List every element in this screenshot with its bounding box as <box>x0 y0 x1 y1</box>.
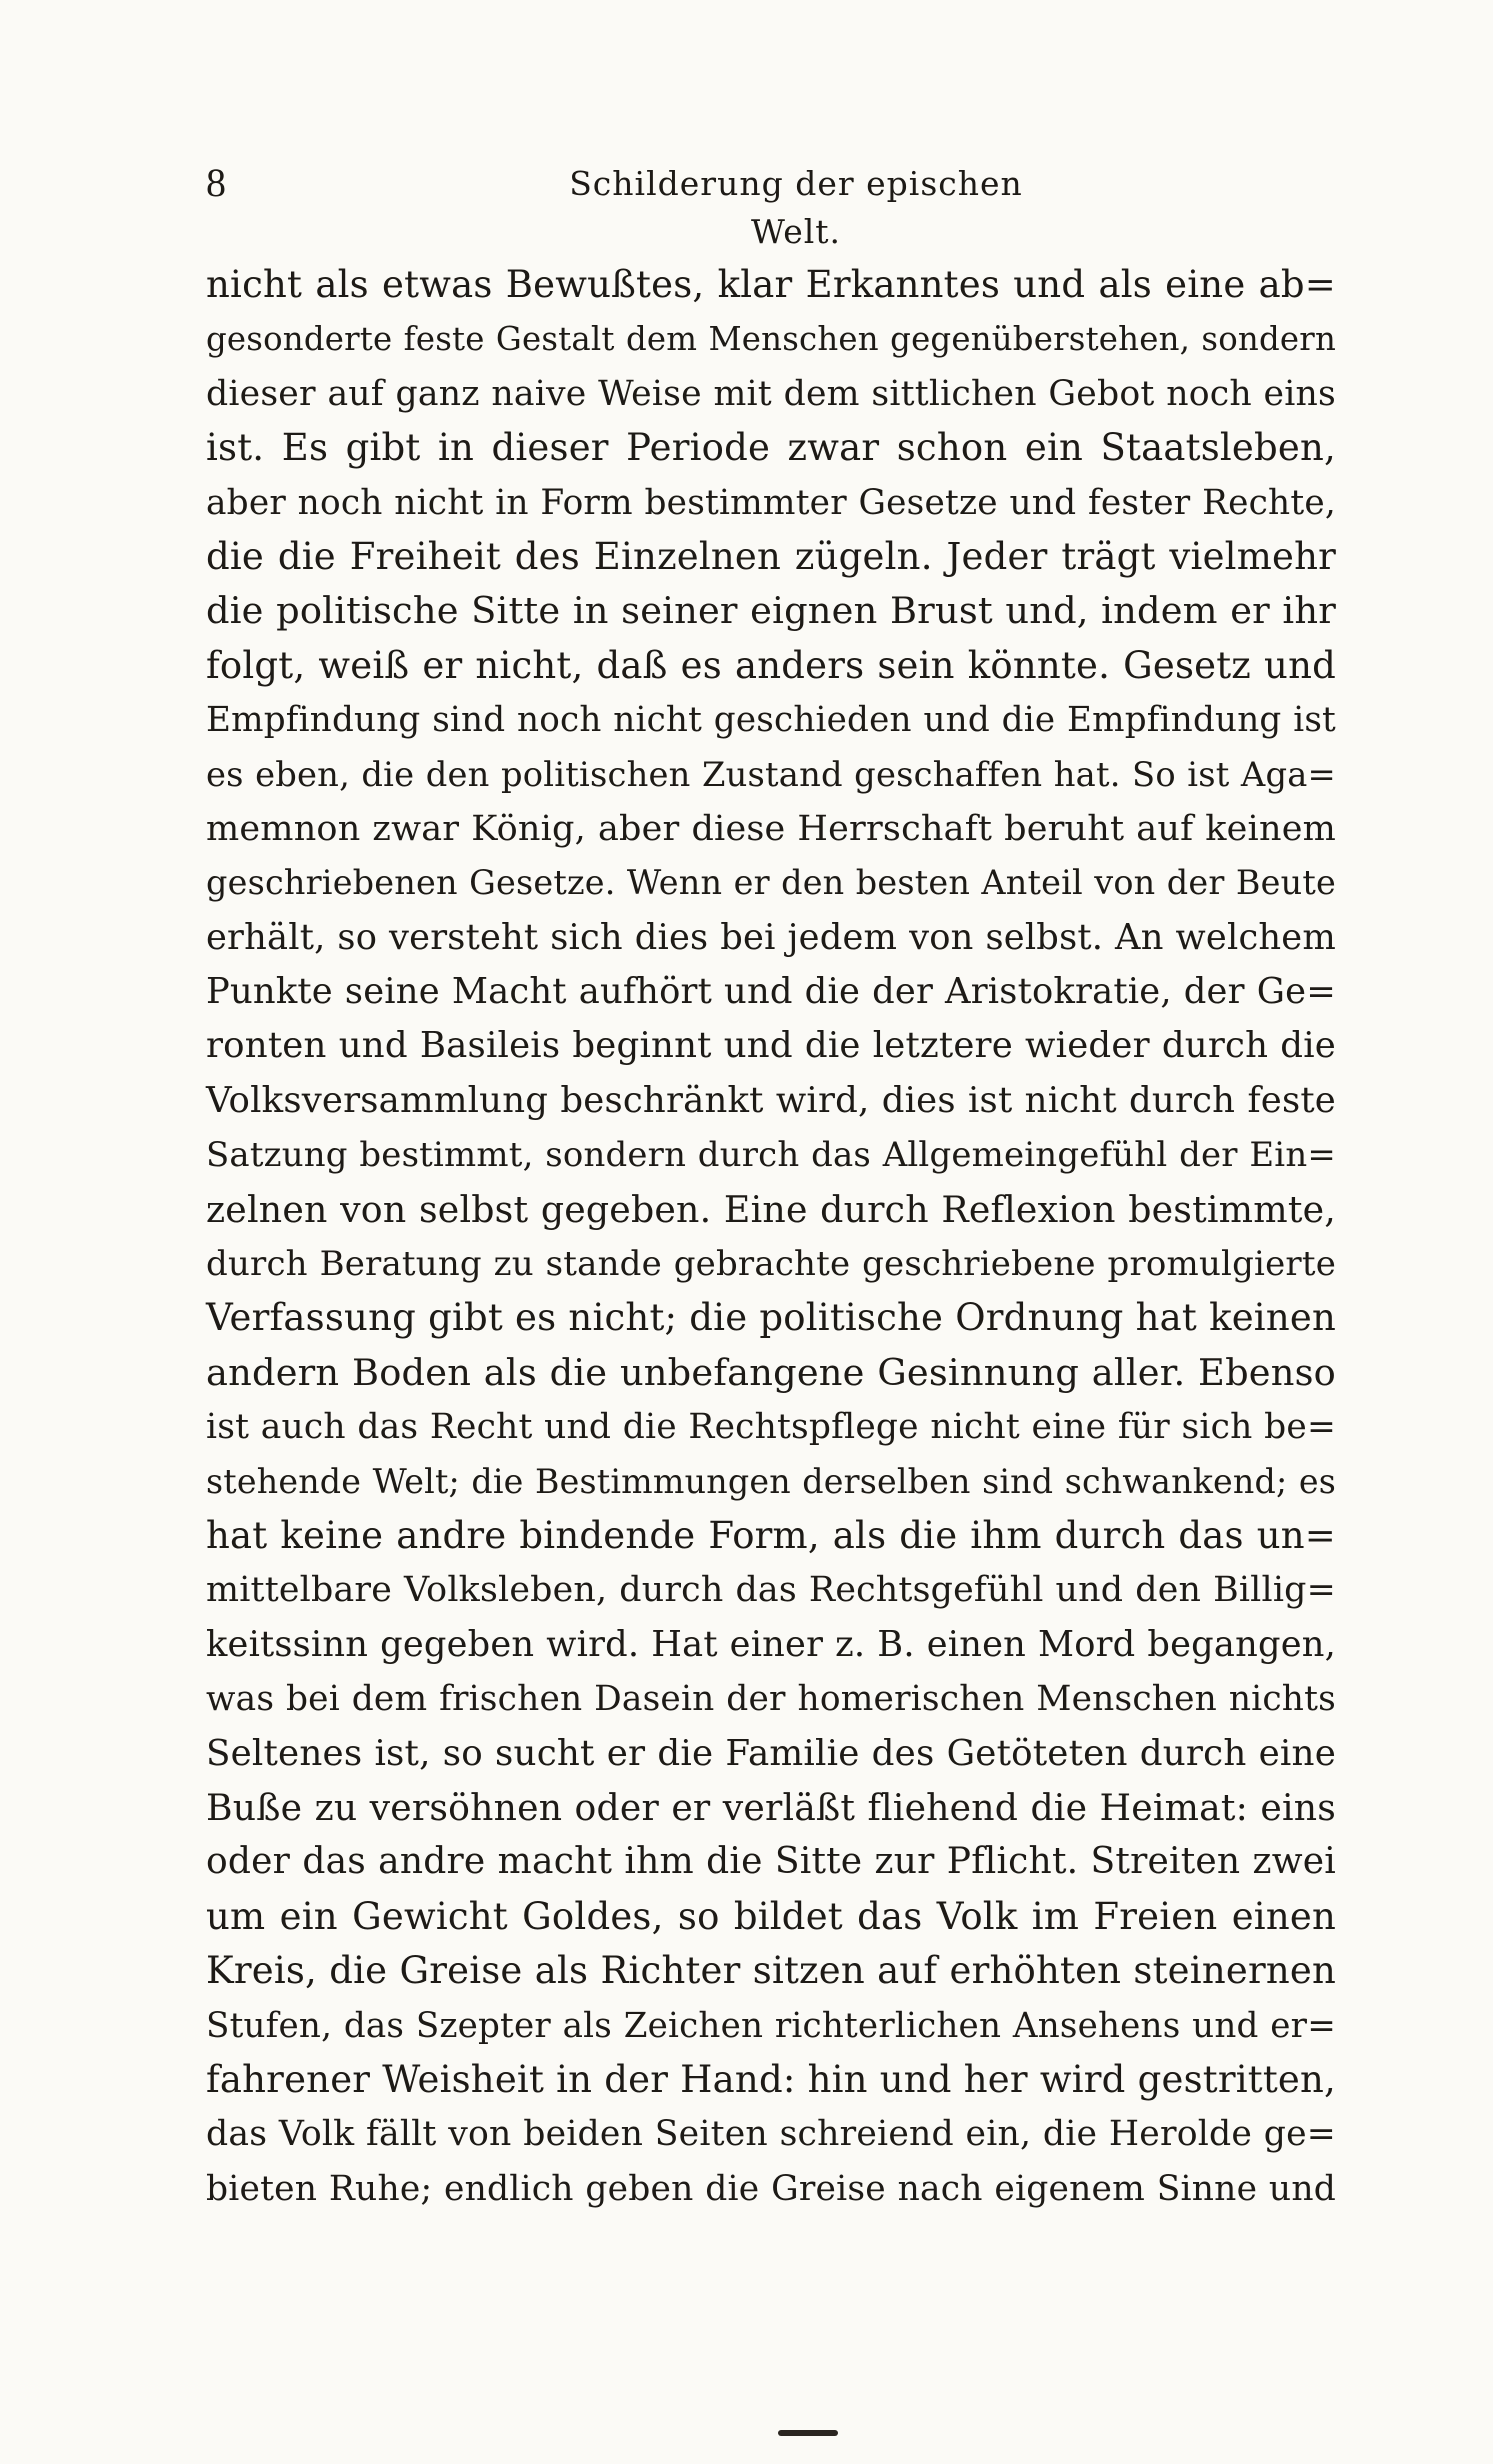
text-line: ist auch das Recht und die Rechtspflege nicht eine für sich be= <box>206 1407 1336 1448</box>
text-line: hat keine andre bindende Form, als die ihm durch das un= <box>206 1513 1336 1557</box>
text-line: geschriebenen Gesetze. Wenn er den besten Anteil von der Beute <box>206 863 1336 903</box>
footer-ornament <box>778 2430 838 2436</box>
text-line: was bei dem frischen Dasein der homerischen Menschen nichts <box>206 1679 1336 1720</box>
text-line: fahrener Weisheit in der Hand: hin und her wird gestritten, <box>206 2057 1336 2101</box>
text-line: Volksversammlung beschränkt wird, dies ist nicht durch feste <box>206 1079 1336 1121</box>
text-line: keitssinn gegeben wird. Hat einer z. B. einen Mord begangen, <box>206 1623 1336 1665</box>
text-line: gesonderte feste Gestalt dem Menschen gegenüberstehen, sondern <box>206 320 1336 359</box>
text-line: erhält, so versteht sich dies bei jedem von selbst. An welchem <box>206 916 1336 958</box>
text-line: mittelbare Volksleben, durch das Rechtsgefühl und den Billig= <box>206 1570 1336 1611</box>
text-line: Punkte seine Macht aufhört und die der Aristokratie, der Ge= <box>206 971 1336 1013</box>
page-header <box>206 158 1336 251</box>
text-line: dieser auf ganz naive Weise mit dem sittlichen Gebot noch eins <box>206 373 1336 414</box>
text-line: ronten und Basileis beginnt und die letztere wieder durch die <box>206 1025 1336 1067</box>
text-line: durch Beratung zu stande gebrachte geschriebene promulgierte <box>206 1244 1336 1285</box>
text-line: um ein Gewicht Goldes, so bildet das Volk im Freien einen <box>206 1894 1336 1938</box>
body-text <box>206 258 1336 2216</box>
text-line: es eben, die den politischen Zustand geschaffen hat. So ist Aga= <box>206 754 1336 794</box>
text-line: die politische Sitte in seiner eignen Brust und, indem er ihr <box>206 589 1336 633</box>
text-line: nicht als etwas Bewußtes, klar Erkanntes und als eine ab= <box>206 263 1336 306</box>
text-line: ist. Es gibt in dieser Periode zwar schon ein Staatsleben, <box>206 426 1336 470</box>
text-line: Seltenes ist, so sucht er die Familie des Getöteten durch eine <box>206 1732 1336 1774</box>
text-line: zelnen von selbst gegeben. Eine durch Reflexion bestimmte, <box>206 1187 1336 1231</box>
page-number: 8 <box>206 160 226 205</box>
text-line: andern Boden als die unbefangene Gesinnung aller. Ebenso <box>206 1350 1336 1394</box>
text-line: Stufen, das Szepter als Zeichen richterlichen Ansehens und er= <box>206 2005 1336 2046</box>
text-line: Buße zu versöhnen oder er verläßt fliehend die Heimat: eins <box>206 1785 1336 1829</box>
text-line: bieten Ruhe; endlich geben die Greise nach eigenem Sinne und <box>206 2168 1336 2209</box>
text-line: stehende Welt; die Bestimmungen derselben sind schwankend; es <box>206 1461 1336 1501</box>
text-line: memnon zwar König, aber diese Herrschaft beruht auf keinem <box>206 808 1336 849</box>
text-line: Empfindung sind noch nicht geschieden und die Empfindung ist <box>206 700 1336 741</box>
text-line: aber noch nicht in Form bestimmter Gesetze und fester Rechte, <box>206 482 1336 523</box>
text-line: Satzung bestimmt, sondern durch das Allgemeingefühl der Ein= <box>206 1135 1336 1175</box>
text-line: Kreis, die Greise als Richter sitzen auf erhöhten steinernen <box>206 1949 1336 1993</box>
running-title: Schilderung der epischen Welt. <box>569 164 1023 251</box>
text-line: Verfassung gibt es nicht; die politische Ordnung hat keinen <box>206 1296 1336 1340</box>
text-line: folgt, weiß er nicht, daß es anders sein könnte. Gesetz und <box>206 643 1336 687</box>
text-line: das Volk fällt von beiden Seiten schreiend ein, die Herolde ge= <box>206 2114 1336 2155</box>
text-line: die die Freiheit des Einzelnen zügeln. Jeder trägt vielmehr <box>206 534 1336 578</box>
text-line: oder das andre macht ihm die Sitte zur Pflicht. Streiten zwei <box>206 1841 1336 1883</box>
